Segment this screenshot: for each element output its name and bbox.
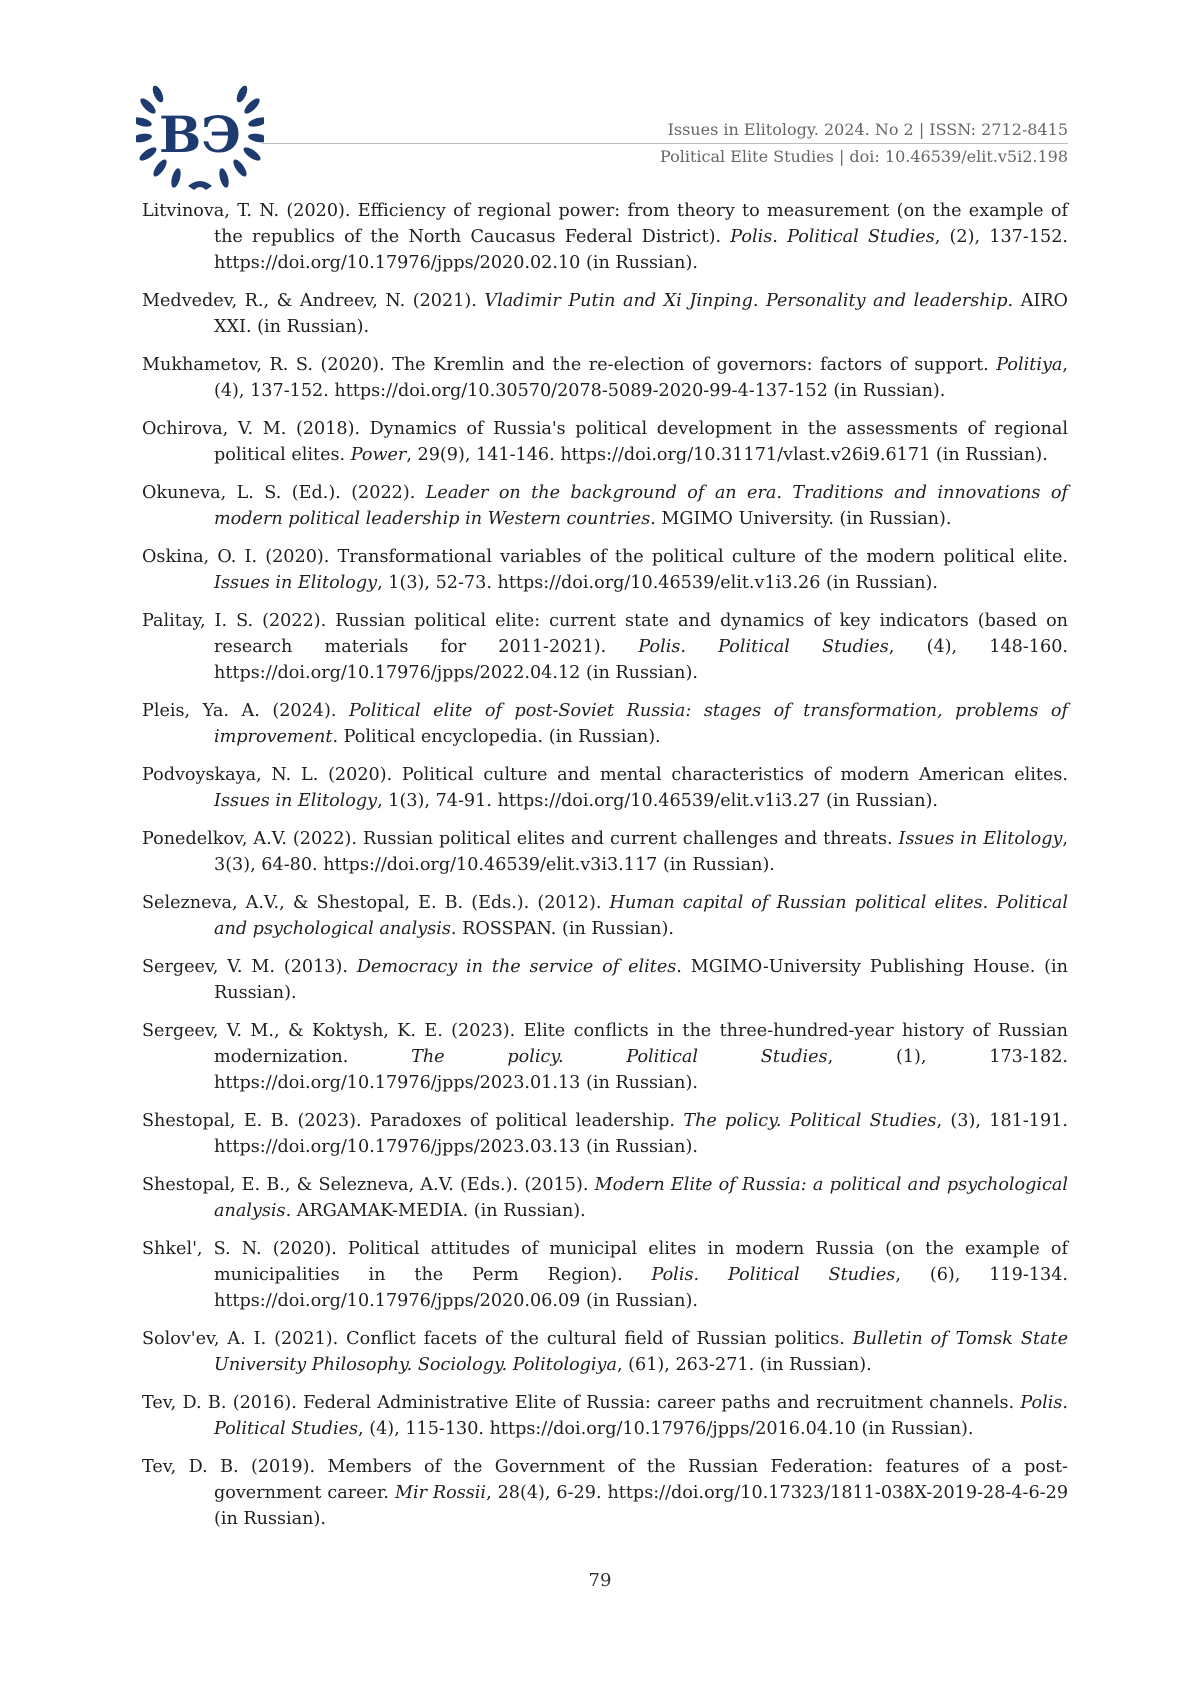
reference-text: Sergeev, V. M., & Koktysh, K. E. (2023). Elite conflicts in the three-hundred-year history of Russian modernization.: [142, 1021, 1068, 1067]
reference-text: Tev, D. B. (2019). Members of the Government of the Russian Federation: features of a post-government career.: [142, 1457, 1068, 1503]
reference-details: . MGIMO-University Publishing House. (in Russian).: [214, 957, 1068, 1003]
reference-source-title: Democracy in the service of elites: [356, 957, 677, 977]
reference-entry: [142, 416, 1068, 468]
reference-source-title: Power: [350, 445, 407, 465]
reference-text: Shkel', S. N. (2020). Political attitudes of municipal elites in modern Russia (on the example of municipalities in the Perm Region).: [142, 1239, 1068, 1285]
reference-source-title: Leader on the background of an era. Traditions and innovations of modern political leadership in Western countries: [214, 483, 1068, 529]
reference-details: . AIRO XXI. (in Russian).: [214, 291, 1068, 337]
reference-source-title: The policy. Political Studies: [411, 1047, 828, 1067]
reference-text: Ochirova, V. M. (2018). Dynamics of Russia's political development in the assessments of regional political elites.: [142, 419, 1068, 465]
reference-entry: [142, 890, 1068, 942]
reference-source-title: Modern Elite of Russia: a political and psychological analysis: [214, 1175, 1069, 1221]
reference-details: . Political encyclopedia. (in Russian).: [332, 727, 661, 747]
reference-details: , (3), 181-191. https://doi.org/10.17976/jpps/2023.03.13 (in Russian).: [214, 1111, 1068, 1157]
reference-text: Shestopal, E. B., & Selezneva, A.V. (Eds.). (2015).: [142, 1175, 595, 1195]
reference-source-title: Issues in Elitology: [898, 829, 1063, 849]
reference-entry: [142, 1390, 1068, 1442]
reference-source-title: Bulletin of Tomsk State University Philosophy. Sociology. Politologiya: [214, 1329, 1068, 1375]
header-divider: [262, 143, 1068, 144]
reference-text: Litvinova, T. N. (2020). Efficiency of regional power: from theory to measurement (on the example of the republics of the North Caucasus Federal District).: [142, 201, 1068, 247]
reference-source-title: Political elite of post-Soviet Russia: stages of transformation, problems of improvement: [214, 701, 1068, 747]
reference-source-title: Mir Rossii: [394, 1483, 487, 1503]
reference-text: Ponedelkov, A.V. (2022). Russian political elites and current challenges and threats.: [142, 829, 899, 849]
reference-source-title: Polis. Political Studies: [214, 1393, 1068, 1439]
reference-entry: [142, 544, 1068, 596]
reference-details: . ARGAMAK-MEDIA. (in Russian).: [285, 1201, 586, 1221]
reference-source-title: Human capital of Russian political elites. Political and psychological analysis: [214, 893, 1068, 939]
reference-details: , (4), 148-160. https://doi.org/10.17976/jpps/2022.04.12 (in Russian).: [214, 637, 1068, 683]
reference-entry: [142, 480, 1068, 532]
svg-text:ВЭ: ВЭ: [158, 105, 242, 164]
reference-text: Selezneva, A.V., & Shestopal, E. B. (Eds.). (2012).: [142, 893, 610, 913]
reference-source-title: Polis. Political Studies: [638, 637, 889, 657]
reference-text: Sergeev, V. M. (2013).: [142, 957, 357, 977]
reference-text: Solov'ev, A. I. (2021). Conflict facets of the cultural field of Russian politics.: [142, 1329, 853, 1349]
journal-doi-line: Political Elite Studies | doi: 10.46539/elit.v5i2.198: [660, 147, 1068, 166]
reference-entry: [142, 698, 1068, 750]
reference-details: , (4), 137-152. https://doi.org/10.30570/2078-5089-2020-99-4-137-152 (in Russian).: [214, 355, 1068, 401]
reference-text: Okuneva, L. S. (Ed.). (2022).: [142, 483, 426, 503]
reference-source-title: Politiya: [996, 355, 1063, 375]
reference-details: , (1), 173-182. https://doi.org/10.17976/jpps/2023.01.13 (in Russian).: [214, 1047, 1068, 1093]
reference-text: Medvedev, R., & Andreev, N. (2021).: [142, 291, 485, 311]
reference-details: , 3(3), 64-80. https://doi.org/10.46539/elit.v3i3.117 (in Russian).: [214, 829, 1068, 875]
reference-details: , 28(4), 6-29. https://doi.org/10.17323/1811-038X-2019-28-4-6-29 (in Russian).: [214, 1483, 1069, 1529]
reference-entry: [142, 352, 1068, 404]
reference-source-title: Issues in Elitology: [214, 791, 378, 811]
reference-text: Mukhametov, R. S. (2020). The Kremlin and the re-election of governors: factors of support.: [142, 355, 997, 375]
reference-details: . ROSSPAN. (in Russian).: [450, 919, 674, 939]
reference-details: , (6), 119-134. https://doi.org/10.17976/jpps/2020.06.09 (in Russian).: [214, 1265, 1068, 1311]
reference-details: , 1(3), 52-73. https://doi.org/10.46539/elit.v1i3.26 (in Russian).: [377, 573, 938, 593]
reference-details: . MGIMO University. (in Russian).: [650, 509, 952, 529]
reference-entry: [142, 1326, 1068, 1378]
reference-entry: [142, 1454, 1068, 1532]
reference-entry: [142, 288, 1068, 340]
reference-text: Shestopal, E. B. (2023). Paradoxes of political leadership.: [142, 1111, 684, 1131]
reference-entry: [142, 1108, 1068, 1160]
reference-text: Palitay, I. S. (2022). Russian political elite: current state and dynamics of key indicators (based on research materials for 2011-2021).: [142, 611, 1068, 657]
reference-source-title: Issues in Elitology: [214, 573, 378, 593]
reference-details: , (2), 137-152. https://doi.org/10.17976/jpps/2020.02.10 (in Russian).: [214, 227, 1068, 273]
journal-issue-line: Issues in Elitology. 2024. No 2 | ISSN: 2712-8415: [667, 120, 1068, 139]
reference-entry: [142, 198, 1068, 276]
reference-entry: [142, 954, 1068, 1006]
reference-text: Podvoyskaya, N. L. (2020). Political culture and mental characteristics of modern American elites.: [142, 765, 1068, 785]
reference-entry: [142, 826, 1068, 878]
page-number: 79: [588, 1570, 612, 1591]
reference-entry: [142, 1018, 1068, 1096]
reference-details: , (61), 263-271. (in Russian).: [616, 1355, 872, 1375]
reference-source-title: Vladimir Putin and Xi Jinping. Personality and leadership: [484, 291, 1008, 311]
reference-details: , 29(9), 141-146. https://doi.org/10.31171/vlast.v26i9.6171 (in Russian).: [406, 445, 1048, 465]
reference-entry: [142, 608, 1068, 686]
reference-list: [142, 198, 1068, 1544]
reference-entry: [142, 1236, 1068, 1314]
reference-text: Tev, D. B. (2016). Federal Administrative Elite of Russia: career paths and recruitment channels.: [142, 1393, 1021, 1413]
laurel-wreath-logo-icon: [136, 80, 264, 192]
reference-details: , (4), 115-130. https://doi.org/10.17976/jpps/2016.04.10 (in Russian).: [358, 1419, 974, 1439]
reference-source-title: Polis. Political Studies: [730, 227, 935, 247]
reference-text: Oskina, O. I. (2020). Transformational variables of the political culture of the modern political elite.: [142, 547, 1068, 567]
reference-entry: [142, 762, 1068, 814]
reference-details: , 1(3), 74-91. https://doi.org/10.46539/elit.v1i3.27 (in Russian).: [377, 791, 938, 811]
reference-source-title: The policy. Political Studies: [683, 1111, 937, 1131]
reference-text: Pleis, Ya. A. (2024).: [142, 701, 349, 721]
reference-entry: [142, 1172, 1068, 1224]
reference-source-title: Polis. Political Studies: [651, 1265, 896, 1285]
